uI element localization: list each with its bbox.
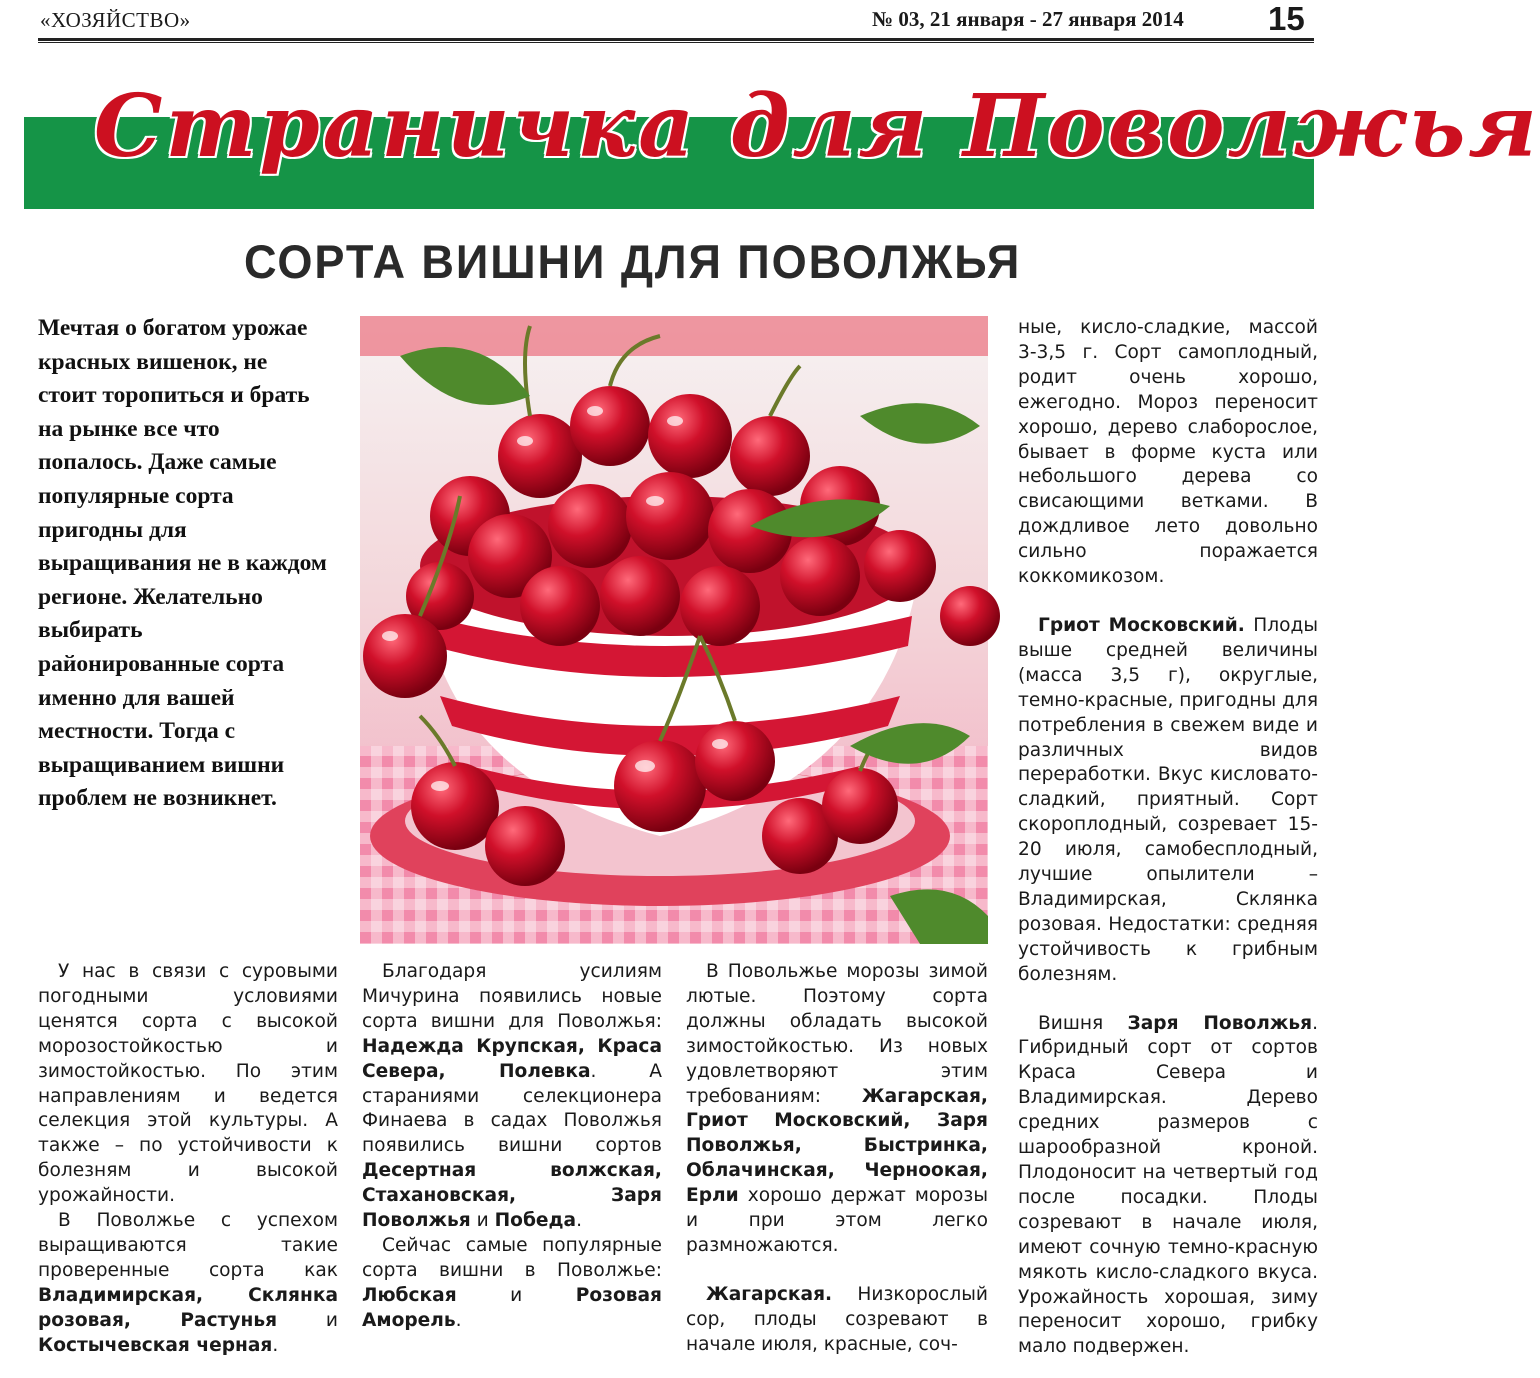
page-number: 15	[1268, 0, 1305, 37]
paragraph-text: Вишня	[1038, 1012, 1128, 1034]
paragraph	[1018, 1012, 1318, 1361]
paragraph	[686, 960, 988, 1259]
article-column-3	[686, 960, 988, 1358]
article-column-4	[1018, 316, 1318, 1360]
paragraph-text: . А стараниями селекционера Финаева в садах Поволжья появились вишни сортов	[362, 1060, 663, 1157]
variety-name: Заря Поволжья	[1127, 1012, 1313, 1034]
issue-info: № 03, 21 января - 27 января 2014	[872, 7, 1184, 31]
variety-name: Розовая Аморель	[362, 1284, 662, 1331]
variety-name: Костычевская черная	[38, 1334, 273, 1356]
variety-names: Владимирская, Склянка розовая, Растунья	[38, 1284, 338, 1331]
paragraph: ные, кисло-сладкие, массой 3-3,5 г. Сорт самоплодный, родит очень хорошо, ежегодно. Мороз переносит хорошо, дерево слаборослое, бывает в форме куста или небольшого дерева со свисающими ветками. В дождливое лето довольно сильно поражается коккомикозом.	[1018, 317, 1318, 588]
paragraph-text: и	[456, 1284, 576, 1306]
paragraph-text: В Поволжье с успехом выращиваются такие проверенные сорта как	[38, 1210, 338, 1281]
paragraph	[38, 1209, 338, 1358]
paragraph-text: и	[470, 1210, 495, 1232]
paragraph	[686, 1283, 988, 1358]
paragraph-text: .	[272, 1334, 279, 1356]
paragraph-text: . Гибридный сорт от сортов Краса Севера и Владимирская. Дерево средних размеров с шарообразной кроной. Плодоносит на четвертый год после посадки. Плоды созревают в начале июля, имеют сочную темно-красную мякоть кисло-сладкого вкуса. Урожайность хорошая, зиму переносит хорошо, грибку мало подвержен.	[1018, 1012, 1318, 1358]
article-lead: Мечтая о богатом урожае красных вишенок, не стоит торопиться и брать на рынке все что попалось. Даже самые популярные сорта пригодны для выращивания не в каждом регионе. Желательно выбирать районированные сорта именно для вашей местности. Тогда с выращиванием вишни проблем не возникнет.	[38, 315, 327, 812]
variety-names: Надежда Крупская, Краса Севера, Полевка	[362, 1035, 662, 1082]
paragraph	[1018, 614, 1318, 988]
paragraph-text: Низкорослый сор, плоды созревают в начале июля, красные, соч-	[686, 1283, 988, 1355]
paragraph: У нас в связи с суровыми погодными условиями ценятся сорта с высокой морозостойкостью и зимостойкостью. По этим направлениям и ведется селекция этой культуры. А также – по устойчивости к болезням и высокой урожайности.	[38, 961, 338, 1207]
cherries-photo	[360, 316, 988, 944]
variety-heading: Жагарская.	[706, 1283, 833, 1305]
paragraph	[362, 960, 662, 1234]
article-headline: СОРТА ВИШНИ ДЛЯ ПОВОЛЖЬЯ	[244, 235, 1022, 288]
paragraph-text: .	[455, 1309, 462, 1331]
paragraph-text: В Повольжье морозы зимой лютые. Поэтому сорта должны обладать высокой зимостойкостью. Из новых удовлетворяют этим требованиям:	[686, 961, 988, 1107]
paragraph-text: Плоды выше средней величины (масса 3,5 г), округлые, темно-красные, пригодны для потребления в свежем виде и различных видов переработки. Вкус кисловато-сладкий, приятный. Сорт скороплодный, созревает 15-20 июля, самобесплодный, лучшие опылители – Владимирская, Склянка розовая. Недостатки: средняя устойчивость к грибным болезням.	[1018, 614, 1319, 985]
paragraph-text: Сейчас самые популярные сорта вишни в Поволжье:	[362, 1234, 662, 1281]
article-column-1	[38, 960, 338, 1359]
variety-name: Победа	[494, 1210, 577, 1232]
paragraph	[362, 1234, 662, 1334]
paragraph-text: и	[277, 1309, 338, 1331]
variety-names: Десертная волжская, Стахановская, Заря Поволжья	[362, 1160, 662, 1232]
paragraph-text: .	[576, 1210, 583, 1232]
header-divider	[38, 38, 1314, 43]
cherries-in-striped-bowl-photo	[360, 316, 988, 944]
newspaper-section-name: «ХОЗЯЙСТВО»	[40, 8, 191, 32]
variety-names: Жагарская, Гриот Московский, Заря Поволжья, Быстринка, Облачинская, Черноокая, Ерли	[686, 1085, 988, 1207]
paragraph-text: хорошо держат морозы и при этом легко размножаются.	[686, 1185, 988, 1256]
article-column-2	[362, 960, 662, 1334]
variety-heading: Гриот Московский.	[1038, 614, 1245, 636]
paragraph-text: Благодаря усилиям Мичурина появились новые сорта вишни для Поволжья:	[362, 961, 662, 1032]
variety-name: Любская	[362, 1284, 457, 1306]
section-banner-title: Страничка для Поволжья	[94, 76, 1540, 177]
